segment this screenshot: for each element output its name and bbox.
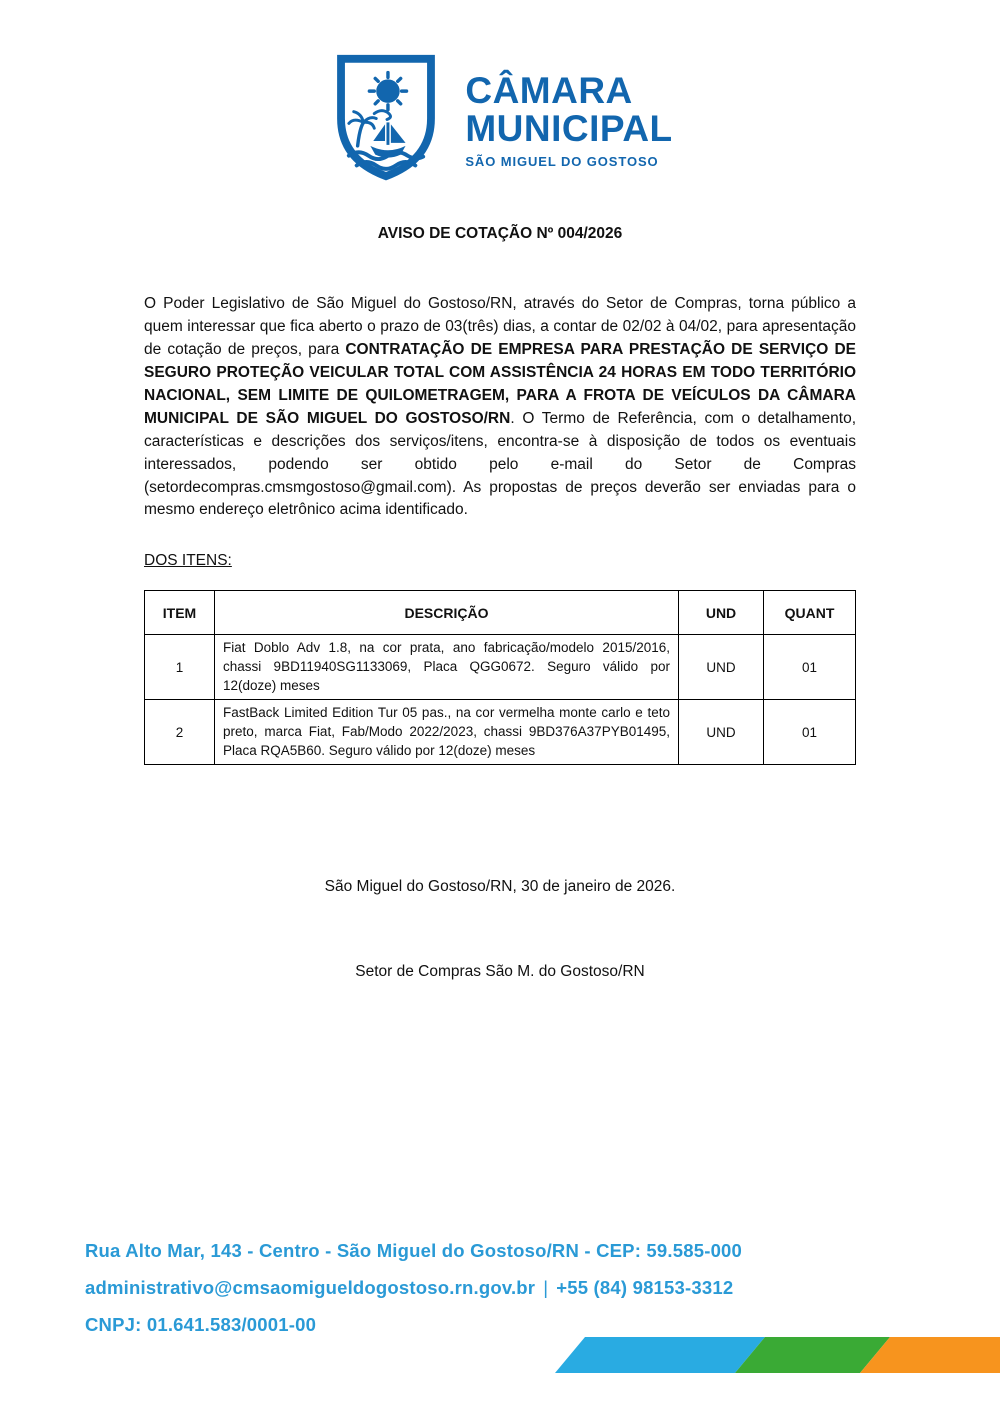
row1-und: UND [679, 635, 764, 700]
date-line: São Miguel do Gostoso/RN, 30 de janeiro de 2026. [324, 878, 676, 895]
col-header-und: UND [679, 591, 764, 635]
col-header-item: ITEM [145, 591, 215, 635]
intro-paragraph [144, 293, 856, 522]
col-header-quant: QUANT [764, 591, 856, 635]
paragraph-part1: O Poder Legislativo de São Miguel do Gostoso/RN, através do Setor de Compras, torna público a quem interessar que fica aberto o prazo de 03(três) dias, a contar de 02/02 à 04/02, para apresentação de cotação de preços, para [144, 295, 856, 358]
logo-subtitle: SÃO MIGUEL DO GOSTOSO [465, 154, 659, 170]
document-body [144, 293, 856, 765]
footer-decoration [555, 1337, 1000, 1373]
header-logo [0, 0, 1000, 189]
row2-und: UND [679, 700, 764, 765]
footer-contact [85, 1240, 742, 1351]
footer-cnpj: CNPJ: 01.641.583/0001-00 [85, 1314, 317, 1335]
paragraph-bold-object: CONTRATAÇÃO DE EMPRESA PARA PRESTAÇÃO DE SERVIÇO DE SEGURO PROTEÇÃO VEICULAR TOTAL COM ASSISTÊNCIA 24 HORAS EM TODO TERRITÓRIO NACIONAL, SEM LIMITE DE QUILOMETRAGEM, PARA A FROTA DE VEÍCULOS DA CÂMARA MUNICIPAL DE SÃO MIGUEL DO GOSTOSO/RN [144, 340, 857, 427]
footer-phone: +55 (84) 98153-3312 [556, 1277, 734, 1298]
col-header-descricao: DESCRIÇÃO [215, 591, 679, 635]
band-blue-shape [555, 1337, 765, 1373]
logo-title-line1: CÂMARA [465, 69, 633, 111]
items-table [144, 590, 856, 765]
items-heading [144, 552, 856, 570]
row2-quant: 01 [764, 700, 856, 765]
items-heading-text: DOS ITENS: [144, 552, 232, 570]
row1-item: 1 [145, 635, 215, 700]
row1-descricao: Fiat Doblo Adv 1.8, na cor prata, ano fabricação/modelo 2015/2016, chassi 9BD11940SG1133069, Placa QGG0672. Seguro válido por 12(doze) meses [215, 635, 679, 700]
footer-address: Rua Alto Mar, 143 - Centro - São Miguel do Gostoso/RN - CEP: 59.585-000 [85, 1240, 743, 1261]
document-title: AVISO DE COTAÇÃO Nº 004/2026 [377, 225, 623, 242]
table-row [145, 635, 856, 700]
items-table-header-row [145, 591, 856, 635]
municipal-crest-icon [327, 52, 445, 189]
row2-item: 2 [145, 700, 215, 765]
signature-line: Setor de Compras São M. do Gostoso/RN [355, 963, 645, 980]
table-row [145, 700, 856, 765]
footer-separator: | [543, 1277, 549, 1298]
footer-contact-line [85, 1277, 742, 1299]
row1-quant: 01 [764, 635, 856, 700]
logo-wordmark [465, 69, 673, 170]
footer-email: administrativo@cmsaomigueldogostoso.rn.gov.br [85, 1277, 536, 1298]
logo-title-line2: MUNICIPAL [465, 107, 673, 149]
row2-descricao: FastBack Limited Edition Tur 05 pas., na cor vermelha monte carlo e teto preto, marca Fiat, Fab/Modo 2022/2023, chassi 9BD376A37PYB01495, Placa RQA5B60. Seguro válido por 12(doze) meses [215, 700, 679, 765]
paragraph-part2: . O Termo de Referência, com o detalhamento, características e descrições dos serviços/itens, encontra-se à disposição de todos os eventuais interessados, podendo ser obtido pelo e-mail do Setor de Compras (setordecompras.cmsmgostoso@gmail.com). As propostas de preços deverão ser enviadas para o mesmo endereço eletrônico acima identificado. [144, 409, 857, 519]
